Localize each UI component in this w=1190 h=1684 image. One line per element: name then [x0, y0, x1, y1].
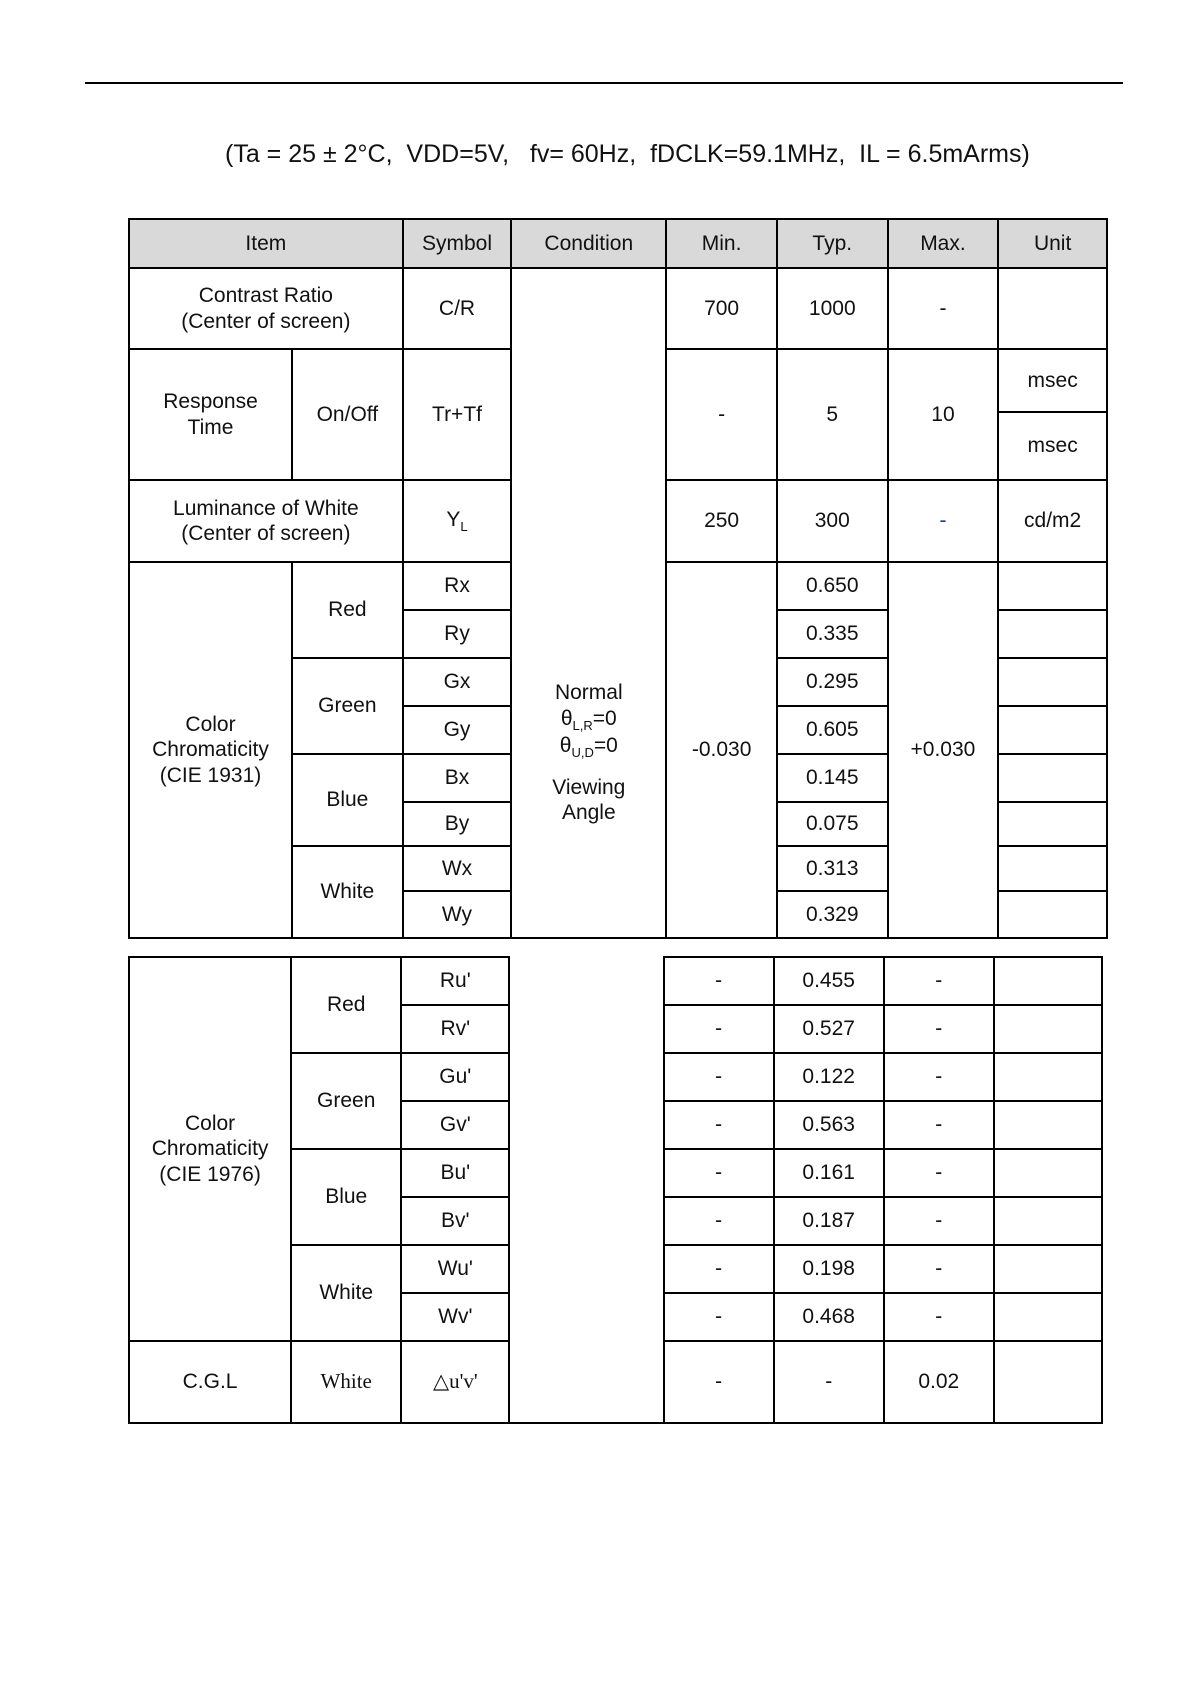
header-typ: Typ.	[777, 219, 888, 268]
cie1931-by-typ: 0.075	[777, 802, 888, 846]
cie1976-white: White	[291, 1245, 401, 1341]
cie1931-rx-typ: 0.650	[777, 562, 888, 610]
cie1931-bx-symbol: Bx	[403, 754, 512, 802]
table-header-row	[129, 219, 1107, 268]
cie1931-wx-symbol: Wx	[403, 846, 512, 891]
cgl-item: C.G.L	[129, 1341, 291, 1423]
cie1976-gu-min: -	[664, 1053, 774, 1101]
response-min: -	[666, 349, 777, 480]
cie1976-bu-typ: 0.161	[774, 1149, 884, 1197]
unit-cell	[994, 1197, 1102, 1245]
unit-cell	[998, 802, 1107, 846]
cie1976-gv-symbol: Gv'	[401, 1101, 509, 1149]
unit-cell	[994, 1005, 1102, 1053]
header-max: Max.	[888, 219, 999, 268]
contrast-typ: 1000	[777, 268, 888, 349]
unit-cell	[994, 957, 1102, 1005]
cie1976-rv-typ: 0.527	[774, 1005, 884, 1053]
cie1976-ru-symbol: Ru'	[401, 957, 509, 1005]
table-row	[129, 268, 1107, 349]
unit-cell	[998, 706, 1107, 754]
cie1931-max: +0.030	[888, 562, 999, 938]
cgl-min: -	[664, 1341, 774, 1423]
cie1976-bu-min: -	[664, 1149, 774, 1197]
optical-spec-table	[128, 218, 1108, 939]
cie1976-wv-typ: 0.468	[774, 1293, 884, 1341]
page-header-rule	[85, 82, 1123, 84]
luminance-typ: 300	[777, 480, 888, 562]
cie1976-ru-typ: 0.455	[774, 957, 884, 1005]
response-typ: 5	[777, 349, 888, 480]
cgl-symbol: △u'v'	[401, 1341, 509, 1423]
unit-cell	[998, 658, 1107, 706]
luminance-min: 250	[666, 480, 777, 562]
cie1931-min: -0.030	[666, 562, 777, 938]
luminance-symbol: $Y_L$	[403, 480, 512, 562]
unit-cell	[998, 754, 1107, 802]
luminance-max: -	[888, 480, 999, 562]
response-max: 10	[888, 349, 999, 480]
cgl-max: 0.02	[884, 1341, 994, 1423]
cie1931-ry-typ: 0.335	[777, 610, 888, 658]
cie1931-red: Red	[292, 562, 403, 658]
luminance-unit: cd/m2	[998, 480, 1107, 562]
cie1976-wu-typ: 0.198	[774, 1245, 884, 1293]
unit-cell	[998, 846, 1107, 891]
table-row	[129, 957, 1102, 1005]
cie1976-wu-min: -	[664, 1245, 774, 1293]
unit-cell	[994, 1245, 1102, 1293]
cie1976-gu-typ: 0.122	[774, 1053, 884, 1101]
cie1931-gx-symbol: Gx	[403, 658, 512, 706]
cie1931-blue: Blue	[292, 754, 403, 846]
response-unit-2: msec	[998, 412, 1107, 480]
cie1976-gu-max: -	[884, 1053, 994, 1101]
cie1976-blue: Blue	[291, 1149, 401, 1245]
cie1931-by-symbol: By	[403, 802, 512, 846]
cie1931-rx-symbol: Rx	[403, 562, 512, 610]
response-item: Response Time	[129, 349, 292, 480]
cie1976-bu-symbol: Bu'	[401, 1149, 509, 1197]
contrast-min: 700	[666, 268, 777, 349]
cie1976-red: Red	[291, 957, 401, 1053]
cie1976-gv-min: -	[664, 1101, 774, 1149]
cie1976-ru-min: -	[664, 957, 774, 1005]
unit-cell	[994, 1293, 1102, 1341]
header-condition: Condition	[511, 219, 666, 268]
response-unit-1: msec	[998, 349, 1107, 412]
response-symbol: Tr+Tf	[403, 349, 512, 480]
cie1976-rv-symbol: Rv'	[401, 1005, 509, 1053]
cie1976-green: Green	[291, 1053, 401, 1149]
cie1976-bu-max: -	[884, 1149, 994, 1197]
cie1931-wy-symbol: Wy	[403, 891, 512, 938]
header-unit: Unit	[998, 219, 1107, 268]
cie1931-gy-typ: 0.605	[777, 706, 888, 754]
condition-theta-lr: $\theta_{L,R}=0$	[560, 706, 617, 733]
cgl-typ: -	[774, 1341, 884, 1423]
response-sub: On/Off	[292, 349, 403, 480]
condition-cell	[511, 268, 666, 938]
cie1976-ru-max: -	[884, 957, 994, 1005]
header-min: Min.	[666, 219, 777, 268]
header-symbol: Symbol	[403, 219, 512, 268]
unit-cell	[998, 562, 1107, 610]
unit-cell	[998, 891, 1107, 938]
cie1976-bv-min: -	[664, 1197, 774, 1245]
cgl-unit	[994, 1341, 1102, 1423]
cie1976-item: Color Chromaticity (CIE 1976)	[129, 957, 291, 1341]
unit-cell	[994, 1101, 1102, 1149]
contrast-unit	[998, 268, 1107, 349]
cie1976-bv-typ: 0.187	[774, 1197, 884, 1245]
cie1976-gu-symbol: Gu'	[401, 1053, 509, 1101]
condition-theta-ud: $\theta_{U,D}=0$	[559, 734, 618, 761]
cie1976-wu-symbol: Wu'	[401, 1245, 509, 1293]
cie1931-gx-typ: 0.295	[777, 658, 888, 706]
contrast-item: Contrast Ratio (Center of screen)	[129, 268, 403, 349]
cie1976-gv-max: -	[884, 1101, 994, 1149]
cie1976-bv-max: -	[884, 1197, 994, 1245]
chromaticity-1976-table	[128, 956, 1103, 1424]
unit-cell	[998, 610, 1107, 658]
condition-normal: Normal	[554, 681, 623, 705]
measurement-conditions: (Ta = 25 ± 2°C, VDD=5V, fv= 60Hz, fDCLK=59.1MHz, IL = 6.5mArms)	[225, 140, 1030, 168]
cie1976-wu-max: -	[884, 1245, 994, 1293]
cie1976-rv-min: -	[664, 1005, 774, 1053]
unit-cell	[994, 1149, 1102, 1197]
luminance-item: Luminance of White (Center of screen)	[129, 480, 403, 562]
cie1976-wv-min: -	[664, 1293, 774, 1341]
contrast-max: -	[888, 268, 999, 349]
condition-cell-continued	[509, 957, 663, 1423]
cie1976-wv-max: -	[884, 1293, 994, 1341]
cie1931-item: Color Chromaticity (CIE 1931)	[129, 562, 292, 938]
cie1976-bv-symbol: Bv'	[401, 1197, 509, 1245]
cie1931-wx-typ: 0.313	[777, 846, 888, 891]
cie1976-rv-max: -	[884, 1005, 994, 1053]
cie1976-gv-typ: 0.563	[774, 1101, 884, 1149]
cie1931-ry-symbol: Ry	[403, 610, 512, 658]
condition-viewing-angle: Viewing Angle	[552, 776, 626, 825]
cgl-sub: White	[291, 1341, 401, 1423]
unit-cell	[994, 1053, 1102, 1101]
cie1931-white: White	[292, 846, 403, 938]
cie1976-wv-symbol: Wv'	[401, 1293, 509, 1341]
cie1931-green: Green	[292, 658, 403, 754]
cie1931-gy-symbol: Gy	[403, 706, 512, 754]
cie1931-wy-typ: 0.329	[777, 891, 888, 938]
header-item: Item	[129, 219, 403, 268]
contrast-symbol: C/R	[403, 268, 512, 349]
cie1931-bx-typ: 0.145	[777, 754, 888, 802]
